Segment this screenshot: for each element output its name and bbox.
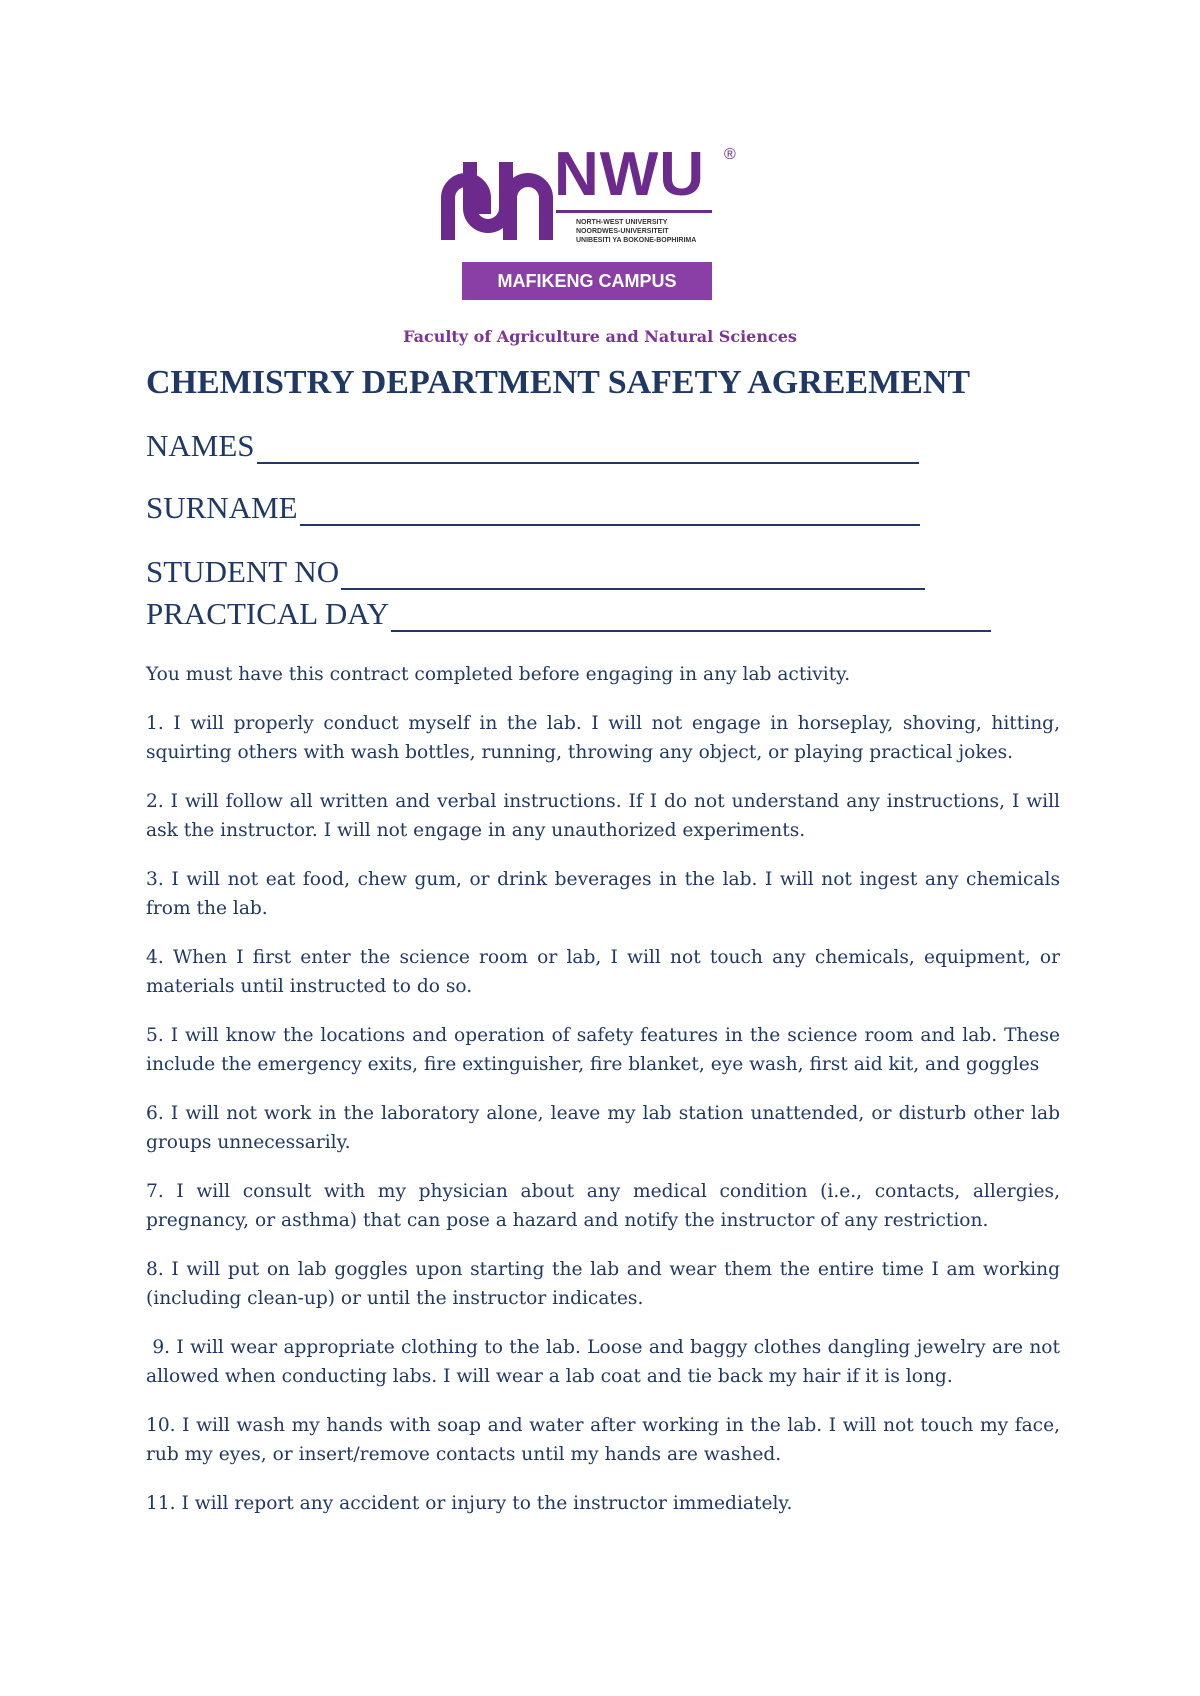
- rule-text: 8. I will put on lab goggles upon starting the lab and wear them the entire time I am working (including clean-up) or until the instructor indicates.: [146, 1259, 1060, 1309]
- practical-day-field[interactable]: [146, 596, 991, 632]
- names-label: NAMES: [146, 428, 255, 463]
- student-no-field[interactable]: [146, 554, 925, 590]
- rule-text: 6. I will not work in the laboratory alone, leave my lab station unattended, or disturb other lab groups unnecessarily.: [146, 1103, 1060, 1153]
- rule-text: 11. I will report any accident or injury to the instructor immediately.: [146, 1493, 793, 1514]
- surname-field[interactable]: [146, 490, 920, 526]
- practical-day-label: PRACTICAL DAY: [146, 596, 390, 631]
- university-name-af: NOORDWES-UNIVERSITEIT: [576, 228, 669, 235]
- rule-item: [146, 709, 1060, 767]
- rule-text: 9. I will wear appropriate clothing to the lab. Loose and baggy clothes dangling jewelry are not allowed when conducting labs. I will wear a lab coat and tie back my hair if it is long.: [146, 1337, 1066, 1387]
- rule-item: [146, 1489, 1060, 1518]
- rule-text: 10. I will wash my hands with soap and water after working in the lab. I will not touch my face, rub my eyes, or insert/remove contacts until my hands are washed.: [146, 1415, 1060, 1465]
- rule-text: 3. I will not eat food, chew gum, or drink beverages in the lab. I will not ingest any chemicals from the lab.: [146, 869, 1060, 919]
- rule-text: 5. I will know the locations and operation of safety features in the science room and lab. These include the emergency exits, fire extinguisher, fire blanket, eye wash, first aid kit, and goggles: [146, 1025, 1060, 1075]
- rule-item: [146, 1021, 1060, 1079]
- campus-label: MAFIKENG CAMPUS: [497, 271, 677, 291]
- university-names: [576, 218, 696, 245]
- university-name-tn: UNIBESITI YA BOKONE-BOPHIRIMA: [576, 237, 697, 244]
- rule-item: [146, 1177, 1060, 1235]
- surname-label: SURNAME: [146, 490, 298, 525]
- intro-paragraph: You must have this contract completed before engaging in any lab activity.: [146, 664, 851, 685]
- registered-mark: ®: [724, 146, 736, 163]
- campus-badge: [462, 262, 712, 300]
- nwu-logo: [438, 140, 748, 300]
- names-blank-line[interactable]: [257, 436, 919, 464]
- document-title: CHEMISTRY DEPARTMENT SAFETY AGREEMENT: [146, 364, 971, 401]
- university-name-en: NORTH-WEST UNIVERSITY: [576, 219, 668, 226]
- practical-day-blank-line[interactable]: [391, 604, 991, 632]
- faculty-name: Faculty of Agriculture and Natural Sciences: [403, 327, 797, 346]
- surname-blank-line[interactable]: [300, 498, 920, 526]
- rule-item: [146, 865, 1060, 923]
- intro-text: [146, 660, 1060, 689]
- rule-item: [146, 1333, 1066, 1391]
- nwu-emblem-icon: [438, 140, 554, 250]
- brand-wordmark: NWU: [554, 140, 706, 209]
- rule-item: [146, 1099, 1060, 1157]
- rule-text: 2. I will follow all written and verbal instructions. If I do not understand any instructions, I will ask the instructor. I will not engage in any unauthorized experiments.: [146, 791, 1060, 841]
- rule-text: 1. I will properly conduct myself in the lab. I will not engage in horseplay, shoving, hitting, squirting others with wash bottles, running, throwing any object, or playing practical jokes.: [146, 713, 1060, 763]
- rule-item: [146, 1411, 1060, 1469]
- rule-item: [146, 787, 1060, 845]
- logo-divider: [556, 210, 712, 213]
- rule-item: [146, 1255, 1060, 1313]
- student-no-label: STUDENT NO: [146, 554, 340, 589]
- student-no-blank-line[interactable]: [341, 562, 925, 590]
- names-field[interactable]: [146, 428, 919, 464]
- rule-text: 4. When I first enter the science room or lab, I will not touch any chemicals, equipment, or materials until instructed to do so.: [146, 947, 1060, 997]
- rule-text: 7. I will consult with my physician about any medical condition (i.e., contacts, allergies, pregnancy, or asthma) that can pose a hazard and notify the instructor of any restriction.: [146, 1181, 1060, 1231]
- rule-item: [146, 943, 1060, 1001]
